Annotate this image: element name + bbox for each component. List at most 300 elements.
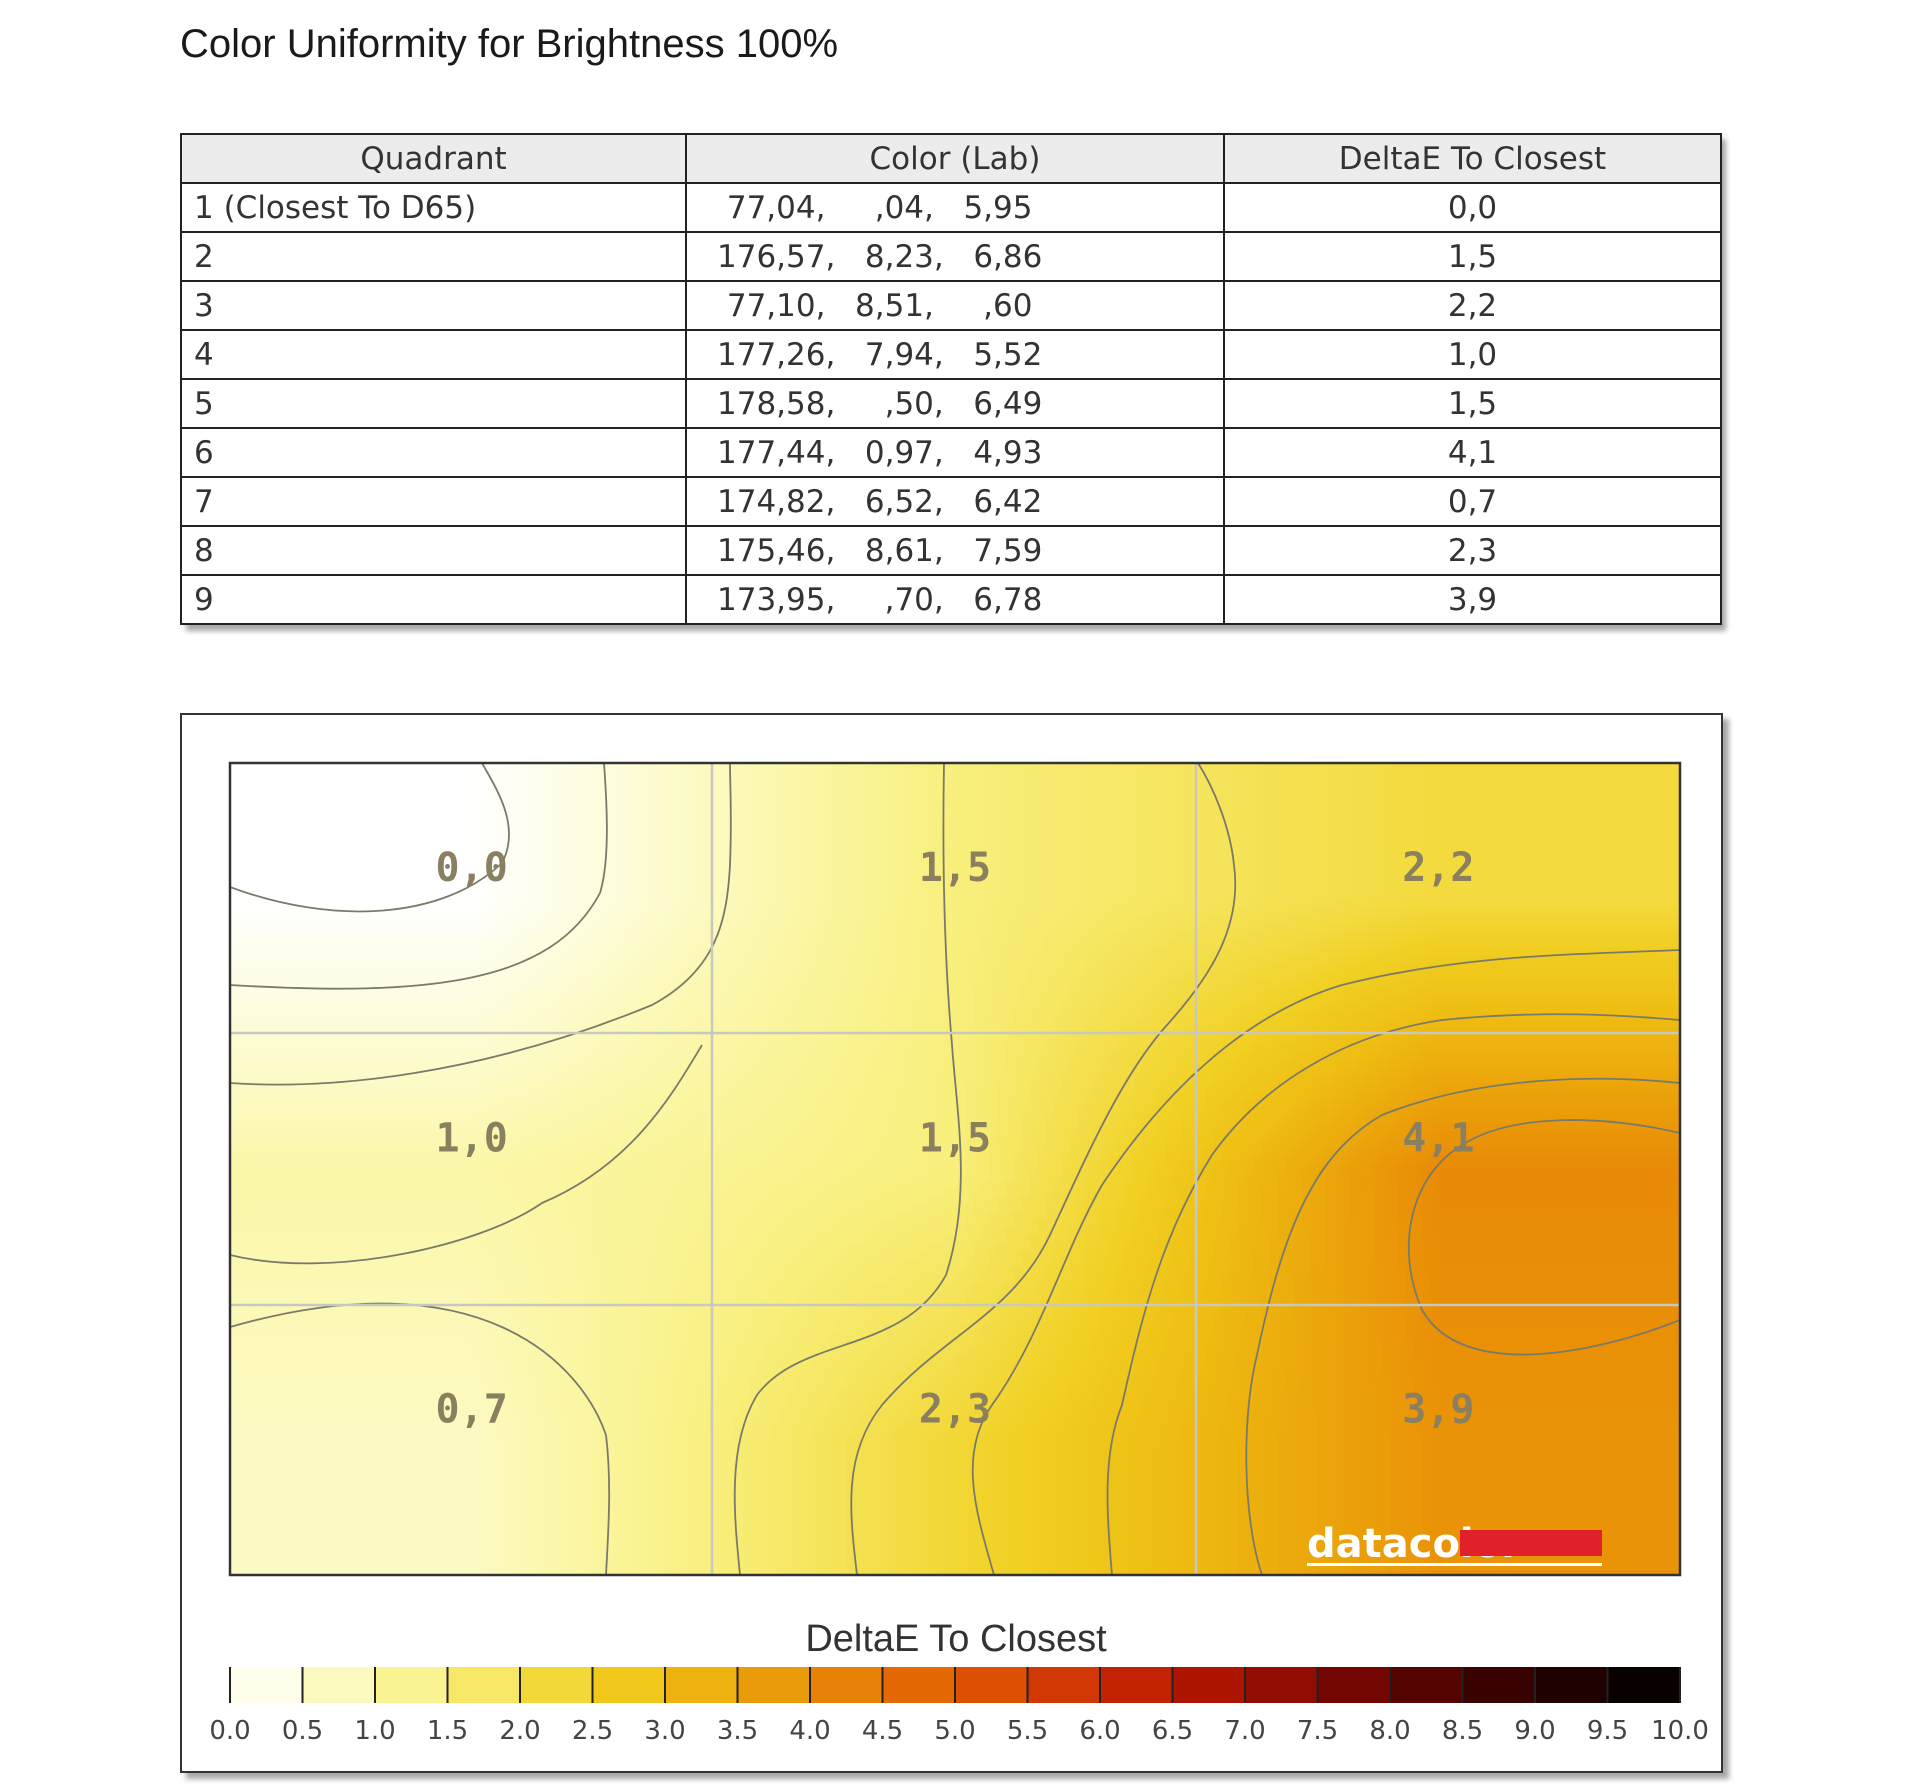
heat-tile (1654, 835, 1663, 844)
heat-tile (1550, 923, 1559, 932)
heat-tile (286, 803, 295, 812)
heat-tile (1198, 939, 1207, 948)
heat-tile (1286, 811, 1295, 820)
heat-tile (950, 835, 959, 844)
heat-tile (526, 795, 535, 804)
heat-tile (1294, 811, 1303, 820)
heat-tile (1654, 923, 1663, 932)
heat-tile (990, 779, 999, 788)
heat-tile (1614, 851, 1623, 860)
heat-tile (1310, 867, 1319, 876)
heat-tile (670, 931, 679, 940)
heat-tile (1582, 843, 1591, 852)
heat-tile (1406, 899, 1415, 908)
heat-tile (822, 955, 831, 964)
heat-tile (1622, 963, 1631, 972)
heat-tile (286, 811, 295, 820)
heat-tile (702, 963, 711, 972)
heat-tile (542, 939, 551, 948)
heat-tile (790, 811, 799, 820)
heat-tile (1406, 923, 1415, 932)
heat-tile (1182, 795, 1191, 804)
heat-tile (1150, 891, 1159, 900)
heat-tile (374, 859, 383, 868)
heat-tile (1254, 875, 1263, 884)
heat-tile (390, 971, 399, 980)
heat-tile (1598, 771, 1607, 780)
heat-tile (406, 859, 415, 868)
heat-tile (350, 779, 359, 788)
heat-tile (518, 803, 527, 812)
heat-tile (302, 763, 311, 772)
heat-tile (366, 915, 375, 924)
heat-tile (766, 843, 775, 852)
heat-tile (238, 787, 247, 796)
heat-tile (1422, 795, 1431, 804)
heat-tile (238, 763, 247, 772)
heat-tile (1606, 859, 1615, 868)
heat-tile (286, 843, 295, 852)
heat-tile (1294, 899, 1303, 908)
heat-tile (894, 883, 903, 892)
heat-tile (1358, 787, 1367, 796)
heat-tile (1342, 851, 1351, 860)
heat-tile (886, 859, 895, 868)
heat-tile (470, 899, 479, 908)
heat-tile (886, 819, 895, 828)
heat-tile (758, 867, 767, 876)
heat-tile (1374, 955, 1383, 964)
heat-tile (926, 931, 935, 940)
heat-tile (1334, 851, 1343, 860)
heat-tile (638, 899, 647, 908)
heat-tile (1638, 843, 1647, 852)
heat-tile (382, 851, 391, 860)
heat-tile (838, 771, 847, 780)
heat-tile (694, 907, 703, 916)
heat-tile (1494, 803, 1503, 812)
heat-tile (1486, 883, 1495, 892)
heat-tile (270, 779, 279, 788)
heat-tile (766, 835, 775, 844)
heat-tile (1382, 923, 1391, 932)
heat-tile (606, 955, 615, 964)
heat-tile (798, 859, 807, 868)
heat-tile (1166, 947, 1175, 956)
heat-tile (958, 763, 967, 772)
heat-tile (1014, 907, 1023, 916)
heat-tile (718, 843, 727, 852)
heat-tile (550, 907, 559, 916)
heat-tile (1030, 795, 1039, 804)
heat-tile (854, 931, 863, 940)
heat-tile (622, 835, 631, 844)
heat-tile (678, 795, 687, 804)
heat-tile (294, 891, 303, 900)
heat-tile (1094, 811, 1103, 820)
heat-tile (1062, 843, 1071, 852)
heat-tile (1102, 851, 1111, 860)
heat-tile (350, 795, 359, 804)
heat-tile (702, 867, 711, 876)
heat-tile (1430, 763, 1439, 772)
heat-tile (238, 779, 247, 788)
heat-tile (1022, 795, 1031, 804)
heat-tile (1014, 763, 1023, 772)
heat-tile (1182, 947, 1191, 956)
heat-tile (630, 891, 639, 900)
heat-tile (750, 795, 759, 804)
heat-tile (294, 819, 303, 828)
heat-tile (1630, 827, 1639, 836)
heat-tile (358, 803, 367, 812)
heat-tile (1558, 819, 1567, 828)
heat-tile (1326, 915, 1335, 924)
heat-tile (1254, 947, 1263, 956)
heat-tile (438, 787, 447, 796)
deltae-cell: 0,7 (1224, 477, 1721, 526)
heat-tile (334, 915, 343, 924)
heat-tile (550, 923, 559, 932)
heat-tile (750, 771, 759, 780)
heat-tile (1574, 795, 1583, 804)
heat-tile (1358, 835, 1367, 844)
heat-tile (590, 763, 599, 772)
heat-tile (294, 803, 303, 812)
heat-tile (1486, 899, 1495, 908)
heat-tile (310, 771, 319, 780)
heat-tile (558, 955, 567, 964)
heat-tile (806, 819, 815, 828)
heat-tile (606, 891, 615, 900)
heat-tile (398, 923, 407, 932)
heat-tile (982, 947, 991, 956)
heat-tile (838, 915, 847, 924)
heat-tile (350, 971, 359, 980)
heat-tile (742, 859, 751, 868)
heat-tile (822, 787, 831, 796)
heat-tile (982, 795, 991, 804)
heat-tile (342, 883, 351, 892)
heat-tile (750, 923, 759, 932)
heat-tile (1342, 899, 1351, 908)
heat-tile (1254, 787, 1263, 796)
heat-tile (1494, 883, 1503, 892)
heat-tile (1662, 795, 1671, 804)
heat-tile (1246, 883, 1255, 892)
heat-tile (1134, 931, 1143, 940)
heat-tile (1318, 899, 1327, 908)
heat-tile (654, 947, 663, 956)
heat-tile (534, 827, 543, 836)
heat-tile (406, 891, 415, 900)
heat-tile (406, 915, 415, 924)
heat-tile (366, 795, 375, 804)
heat-tile (870, 795, 879, 804)
heat-tile (1062, 779, 1071, 788)
heat-tile (486, 763, 495, 772)
heat-tile (1166, 843, 1175, 852)
heat-tile (1558, 795, 1567, 804)
heat-tile (334, 795, 343, 804)
heat-tile (590, 875, 599, 884)
heat-tile (1310, 835, 1319, 844)
heat-tile (606, 867, 615, 876)
heat-tile (366, 763, 375, 772)
heat-tile (1286, 915, 1295, 924)
heat-tile (1110, 915, 1119, 924)
heat-tile (958, 923, 967, 932)
heat-tile (1462, 963, 1471, 972)
heat-tile (590, 955, 599, 964)
heat-tile (1406, 827, 1415, 836)
heat-tile (1614, 907, 1623, 916)
heat-tile (302, 859, 311, 868)
heat-tile (1150, 883, 1159, 892)
heat-tile (1134, 891, 1143, 900)
heat-tile (1326, 875, 1335, 884)
heat-tile (1006, 843, 1015, 852)
heat-tile (654, 883, 663, 892)
heat-tile (1526, 875, 1535, 884)
heat-tile (1038, 835, 1047, 844)
heat-tile (1502, 931, 1511, 940)
heat-tile (1054, 779, 1063, 788)
heat-tile (1126, 907, 1135, 916)
heat-tile (870, 763, 879, 772)
heat-tile (1334, 923, 1343, 932)
heat-tile (1334, 827, 1343, 836)
heat-tile (318, 891, 327, 900)
heat-tile (1638, 963, 1647, 972)
heat-tile (358, 827, 367, 836)
heat-tile (518, 931, 527, 940)
table-row (181, 526, 1721, 575)
heat-tile (822, 843, 831, 852)
heat-tile (454, 923, 463, 932)
heat-tile (1038, 803, 1047, 812)
heat-tile (1006, 947, 1015, 956)
heat-tile (902, 939, 911, 948)
heat-tile (670, 963, 679, 972)
heat-tile (662, 835, 671, 844)
heat-tile (1534, 795, 1543, 804)
heat-tile (1062, 907, 1071, 916)
heat-tile (630, 851, 639, 860)
heat-tile (854, 835, 863, 844)
heat-tile (1326, 955, 1335, 964)
heat-tile (646, 891, 655, 900)
heat-tile (1606, 827, 1615, 836)
heat-tile (1438, 971, 1447, 980)
heat-tile (518, 859, 527, 868)
heat-tile (1574, 819, 1583, 828)
heat-tile (1038, 907, 1047, 916)
heat-tile (654, 931, 663, 940)
heat-tile (1542, 803, 1551, 812)
heat-tile (1446, 795, 1455, 804)
heat-tile (502, 939, 511, 948)
heat-tile (454, 827, 463, 836)
heat-tile (590, 923, 599, 932)
heat-tile (1446, 771, 1455, 780)
heat-tile (1582, 931, 1591, 940)
heat-tile (1110, 763, 1119, 772)
heat-tile (1358, 811, 1367, 820)
heat-tile (1086, 835, 1095, 844)
heat-tile (1414, 795, 1423, 804)
heat-tile (1238, 915, 1247, 924)
heat-tile (1150, 771, 1159, 780)
heat-tile (542, 867, 551, 876)
heat-tile (670, 867, 679, 876)
heat-tile (1030, 955, 1039, 964)
heat-tile (262, 787, 271, 796)
heat-tile (1006, 859, 1015, 868)
heat-tile (774, 787, 783, 796)
heat-tile (1174, 955, 1183, 964)
heat-tile (1398, 795, 1407, 804)
heat-tile (1622, 827, 1631, 836)
heat-tile (990, 803, 999, 812)
heat-tile (1542, 827, 1551, 836)
heat-tile (270, 947, 279, 956)
heat-tile (1222, 803, 1231, 812)
heat-tile (734, 843, 743, 852)
heat-tile (414, 883, 423, 892)
heat-tile (1494, 931, 1503, 940)
heat-tile (310, 779, 319, 788)
heat-tile (670, 803, 679, 812)
heat-tile (550, 803, 559, 812)
heat-tile (1510, 931, 1519, 940)
heat-tile (1590, 963, 1599, 972)
heat-tile (254, 859, 263, 868)
heat-tile (262, 811, 271, 820)
heat-tile (1526, 827, 1535, 836)
heat-tile (1086, 947, 1095, 956)
heat-tile (622, 827, 631, 836)
heat-tile (1086, 827, 1095, 836)
heat-tile (854, 899, 863, 908)
heat-tile (1006, 915, 1015, 924)
heat-tile (1342, 827, 1351, 836)
heat-tile (894, 923, 903, 932)
heat-tile (518, 835, 527, 844)
heat-tile (814, 883, 823, 892)
heat-tile (1646, 875, 1655, 884)
heat-tile (1294, 875, 1303, 884)
heat-tile (606, 907, 615, 916)
heat-tile (782, 859, 791, 868)
heat-tile (1502, 835, 1511, 844)
heat-tile (326, 915, 335, 924)
heat-tile (1622, 859, 1631, 868)
heat-tile (590, 811, 599, 820)
heat-tile (470, 963, 479, 972)
heat-tile (1550, 843, 1559, 852)
heat-tile (1422, 827, 1431, 836)
heat-tile (294, 771, 303, 780)
heat-tile (486, 979, 495, 988)
heat-tile (582, 899, 591, 908)
heat-tile (334, 923, 343, 932)
heat-tile (1374, 827, 1383, 836)
heat-tile (1606, 875, 1615, 884)
heat-tile (918, 803, 927, 812)
heat-tile (1494, 971, 1503, 980)
heat-tile (998, 843, 1007, 852)
heat-tile (638, 811, 647, 820)
heat-tile (1054, 787, 1063, 796)
heat-tile (1318, 771, 1327, 780)
heat-tile (1126, 827, 1135, 836)
heat-tile (846, 827, 855, 836)
heat-tile (1054, 763, 1063, 772)
heat-tile (1286, 875, 1295, 884)
heat-tile (1510, 795, 1519, 804)
heat-tile (1518, 963, 1527, 972)
heat-tile (614, 875, 623, 884)
heat-tile (494, 763, 503, 772)
heat-tile (1142, 867, 1151, 876)
heat-tile (614, 963, 623, 972)
heat-tile (694, 811, 703, 820)
heat-tile (1302, 963, 1311, 972)
heat-tile (1590, 955, 1599, 964)
heat-tile (422, 891, 431, 900)
heat-tile (358, 795, 367, 804)
heat-tile (1046, 835, 1055, 844)
heat-tile (1006, 811, 1015, 820)
heat-tile (1422, 811, 1431, 820)
heat-tile (358, 963, 367, 972)
heat-tile (1222, 787, 1231, 796)
heat-tile (830, 971, 839, 980)
heat-tile (742, 787, 751, 796)
heat-tile (550, 891, 559, 900)
heat-tile (1302, 923, 1311, 932)
heat-tile (1102, 963, 1111, 972)
heat-tile (446, 803, 455, 812)
heat-tile (422, 947, 431, 956)
heat-tile (558, 875, 567, 884)
heat-tile (638, 915, 647, 924)
heat-tile (326, 955, 335, 964)
heat-tile (1454, 907, 1463, 916)
heat-tile (1182, 819, 1191, 828)
heat-tile (1078, 795, 1087, 804)
heat-tile (838, 891, 847, 900)
heat-tile (1598, 875, 1607, 884)
heat-tile (1262, 875, 1271, 884)
heat-tile (326, 795, 335, 804)
heat-tile (294, 955, 303, 964)
heat-tile (470, 787, 479, 796)
heat-tile (238, 867, 247, 876)
heat-tile (1606, 963, 1615, 972)
heat-tile (1038, 819, 1047, 828)
heat-tile (414, 875, 423, 884)
heat-tile (1478, 771, 1487, 780)
heat-tile (1478, 899, 1487, 908)
heat-tile (1502, 819, 1511, 828)
heat-tile (654, 971, 663, 980)
heat-tile (838, 819, 847, 828)
heat-tile (406, 827, 415, 836)
heat-tile (686, 931, 695, 940)
heat-tile (1630, 795, 1639, 804)
